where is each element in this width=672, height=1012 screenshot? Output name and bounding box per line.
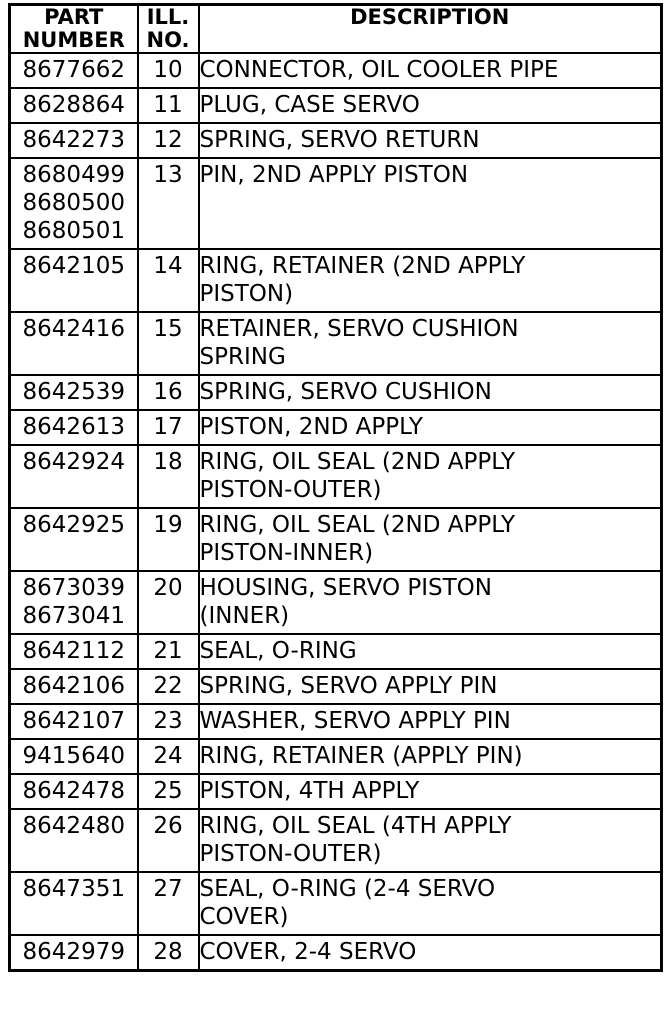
ill-no-cell: 20 (138, 571, 199, 634)
description-line: PISTON) (199, 281, 294, 307)
part-number-cell (10, 739, 138, 774)
description-cell (199, 410, 662, 445)
table-row (10, 410, 662, 445)
header-row (10, 5, 662, 54)
description-cell (199, 53, 662, 88)
description-line: COVER) (199, 904, 289, 930)
part-number: 8642924 (22, 449, 125, 475)
part-number-header: PART NUMBER (10, 5, 138, 54)
part-number: 8642613 (22, 414, 125, 440)
part-number: 8673041 (22, 603, 125, 629)
part-number: 8642979 (22, 939, 125, 965)
table-row (10, 53, 662, 88)
ill-no-cell: 18 (138, 445, 199, 508)
description-line: HOUSING, SERVO PISTON (199, 575, 492, 601)
description-cell (199, 774, 662, 809)
part-number-cell (10, 872, 138, 935)
description-line: RING, RETAINER (2ND APPLY (199, 253, 526, 279)
part-number-cell (10, 508, 138, 571)
table-row (10, 809, 662, 872)
part-number-cell (10, 375, 138, 410)
description-cell (199, 669, 662, 704)
description-line: SEAL, O-RING (199, 638, 357, 664)
part-number: 8680500 (22, 190, 125, 216)
part-number: 8642480 (22, 813, 125, 839)
description-line: SPRING, SERVO APPLY PIN (199, 673, 498, 699)
part-number-cell (10, 634, 138, 669)
description-line: COVER, 2-4 SERVO (199, 939, 417, 965)
description-line: WASHER, SERVO APPLY PIN (199, 708, 511, 734)
ill-no-cell: 24 (138, 739, 199, 774)
description-line: RING, RETAINER (APPLY PIN) (199, 743, 523, 769)
part-number: 9415640 (22, 743, 125, 769)
table-row (10, 935, 662, 971)
ill-no-cell: 23 (138, 704, 199, 739)
description-line: PLUG, CASE SERVO (199, 92, 420, 118)
part-number-cell (10, 312, 138, 375)
description-line: PISTON-OUTER) (199, 841, 382, 867)
ill-no-cell: 13 (138, 158, 199, 249)
description-cell (199, 123, 662, 158)
ill-no-cell: 10 (138, 53, 199, 88)
part-number: 8642478 (22, 778, 125, 804)
table-row (10, 704, 662, 739)
description-cell (199, 809, 662, 872)
parts-body (10, 53, 662, 971)
ill-no-cell: 14 (138, 249, 199, 312)
ill-no-cell: 26 (138, 809, 199, 872)
part-number-cell (10, 53, 138, 88)
description-line: (INNER) (199, 603, 290, 629)
table-row (10, 375, 662, 410)
ill-no-header: ILL. NO. (138, 5, 199, 54)
part-number: 8642105 (22, 253, 125, 279)
part-number-cell (10, 445, 138, 508)
description-line: RING, OIL SEAL (4TH APPLY (199, 813, 512, 839)
part-number: 8647351 (22, 876, 125, 902)
description-line: PIN, 2ND APPLY PISTON (199, 162, 469, 188)
description-cell (199, 739, 662, 774)
part-number: 8642112 (22, 638, 125, 664)
table-row (10, 123, 662, 158)
description-cell (199, 88, 662, 123)
description-cell (199, 312, 662, 375)
description-cell (199, 158, 662, 249)
description-line: PISTON, 2ND APPLY (199, 414, 423, 440)
table-row (10, 634, 662, 669)
table-row (10, 774, 662, 809)
part-number: 8642416 (22, 316, 125, 342)
description-line: PISTON, 4TH APPLY (199, 778, 420, 804)
part-number: 8680499 (22, 162, 125, 188)
description-cell (199, 375, 662, 410)
description-header: DESCRIPTION (199, 5, 662, 54)
ill-no-cell: 17 (138, 410, 199, 445)
ill-no-cell: 22 (138, 669, 199, 704)
part-number-cell (10, 88, 138, 123)
description-line: RETAINER, SERVO CUSHION (199, 316, 519, 342)
description-cell (199, 571, 662, 634)
description-cell (199, 872, 662, 935)
description-line: PISTON-INNER) (199, 540, 374, 566)
ill-no-cell: 28 (138, 935, 199, 971)
part-number-cell (10, 774, 138, 809)
description-line: RING, OIL SEAL (2ND APPLY (199, 512, 516, 538)
description-line: SEAL, O-RING (2-4 SERVO (199, 876, 496, 902)
table-row (10, 88, 662, 123)
description-line: SPRING, SERVO RETURN (199, 127, 480, 153)
part-number: 8673039 (22, 575, 125, 601)
part-number: 8677662 (22, 57, 125, 83)
ill-no-cell: 21 (138, 634, 199, 669)
ill-no-cell: 11 (138, 88, 199, 123)
description-line: SPRING, SERVO CUSHION (199, 379, 492, 405)
ill-no-cell: 16 (138, 375, 199, 410)
description-line: SPRING (199, 344, 286, 370)
part-number-cell (10, 158, 138, 249)
part-number-cell (10, 123, 138, 158)
parts-table (8, 3, 663, 972)
table-row (10, 872, 662, 935)
table-row (10, 445, 662, 508)
ill-no-cell: 12 (138, 123, 199, 158)
table-row (10, 571, 662, 634)
part-number-cell (10, 809, 138, 872)
table-row (10, 312, 662, 375)
table-row (10, 508, 662, 571)
part-number-cell (10, 410, 138, 445)
part-number: 8642107 (22, 708, 125, 734)
ill-no-cell: 19 (138, 508, 199, 571)
table-row (10, 739, 662, 774)
part-number: 8680501 (22, 218, 125, 244)
table-row (10, 158, 662, 249)
ill-no-cell: 25 (138, 774, 199, 809)
ill-no-cell: 15 (138, 312, 199, 375)
description-cell (199, 935, 662, 971)
part-number: 8642925 (22, 512, 125, 538)
part-number-cell (10, 935, 138, 971)
description-cell (199, 634, 662, 669)
description-cell (199, 704, 662, 739)
description-line: CONNECTOR, OIL COOLER PIPE (199, 57, 559, 83)
table-row (10, 249, 662, 312)
description-cell (199, 249, 662, 312)
description-line: RING, OIL SEAL (2ND APPLY (199, 449, 516, 475)
part-number-cell (10, 571, 138, 634)
part-number: 8642539 (22, 379, 125, 405)
part-number-cell (10, 249, 138, 312)
part-number: 8642106 (22, 673, 125, 699)
description-cell (199, 508, 662, 571)
part-number: 8628864 (22, 92, 125, 118)
table-row (10, 669, 662, 704)
part-number-cell (10, 669, 138, 704)
description-line: PISTON-OUTER) (199, 477, 382, 503)
part-number-cell (10, 704, 138, 739)
part-number: 8642273 (22, 127, 125, 153)
ill-no-cell: 27 (138, 872, 199, 935)
description-cell (199, 445, 662, 508)
